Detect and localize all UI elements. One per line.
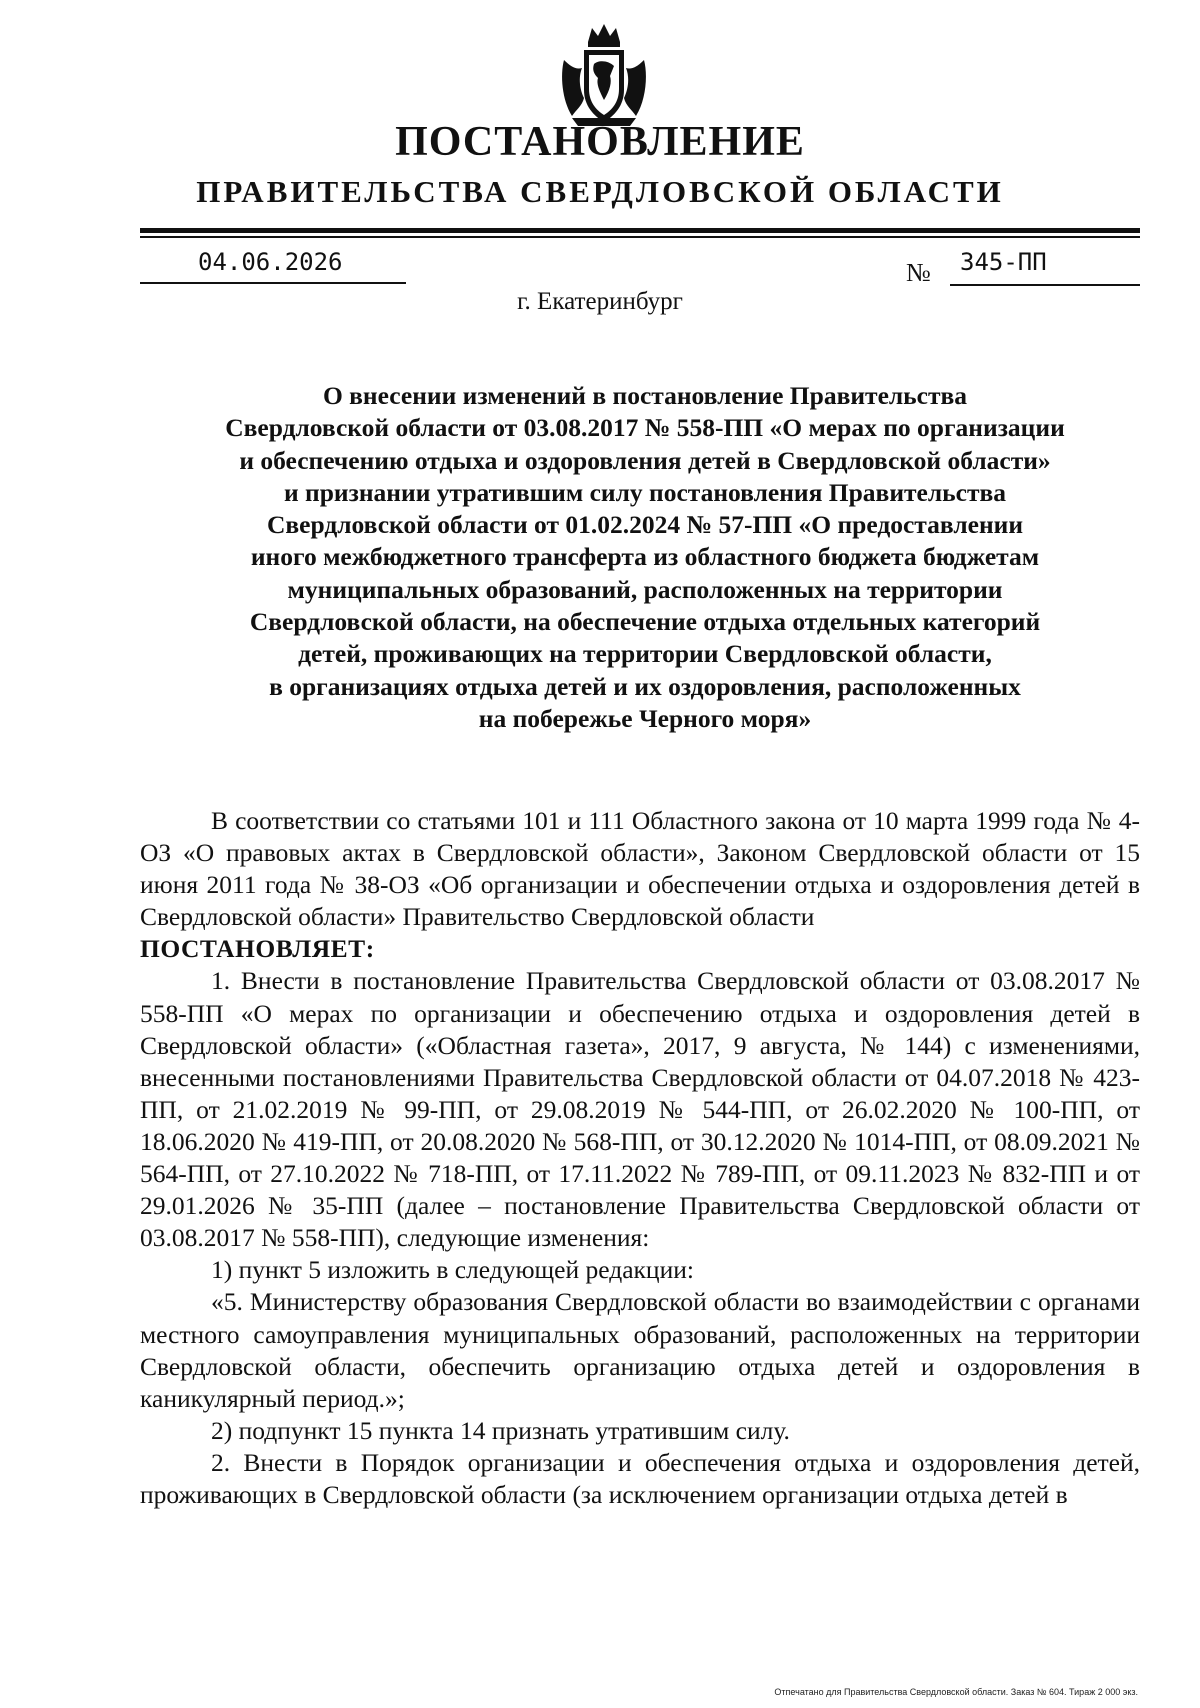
heading-line: на побережье Черного моря»	[478, 703, 812, 733]
document-date: 04.06.2026	[198, 248, 343, 276]
header-rule-thick	[140, 228, 1140, 233]
document-heading	[150, 380, 1140, 735]
quoted-clause-paragraph: «5. Министерству образования Свердловской области во взаимодействии с органами местного самоуправления муниципальных образований, расположенных на территории Свердловской области, обеспечить организацию отдыха детей и оздоровления в каникулярный период.»;	[140, 1287, 1140, 1413]
heading-line: Свердловской области от 01.02.2024 № 57-ПП «О предоставлении	[266, 510, 1024, 540]
heading-line: О внесении изменений в постановление Правительства	[322, 381, 968, 410]
heading-line: и признании утратившим силу постановления Правительства	[283, 477, 1007, 507]
document-number: 345-ПП	[960, 248, 1047, 276]
header-rule-thin	[140, 236, 1140, 238]
resolves-heading: ПОСТАНОВЛЯЕТ:	[140, 934, 375, 964]
coat-of-arms-icon	[558, 20, 650, 130]
heading-line: Свердловской области, на обеспечение отдыха отдельных категорий	[249, 607, 1041, 637]
heading-line: Свердловской области от 03.08.2017 № 558-ПП «О мерах по организации	[225, 413, 1065, 443]
heading-line: в организациях отдыха детей и их оздоровления, расположенных	[269, 671, 1021, 701]
subitem-1-paragraph: 1) пункт 5 изложить в следующей редакции:	[211, 1255, 694, 1285]
item-1-paragraph: 1. Внести в постановление Правительства Свердловской области от 03.08.2017 № 558-ПП «О мерах по организации и обеспечению отдыха и оздоровления детей в Свердловской области» («Областная газета», 2017, 9 августа, № 144) с изменениями, внесенными постановлениями Правительства Свердловской области от 04.07.2018 № 423-ПП, от 21.02.2019 № 99-ПП, от 29.08.2019 № 544-ПП, от 26.02.2020 № 100-ПП, от 18.06.2020 № 419-ПП, от 20.08.2020 № 568-ПП, от 30.12.2020 № 1014-ПП, от 08.09.2021 № 564-ПП, от 27.10.2022 № 718-ПП, от 17.11.2022 № 789-ПП, от 09.11.2023 № 832-ПП и от 29.01.2026 № 35-ПП (далее – постановление Правительства Свердловской области от 03.08.2017 № 558-ПП), следующие изменения:	[140, 966, 1140, 1253]
date-underline	[140, 282, 406, 284]
item-2-paragraph: 2. Внести в Порядок организации и обеспечения отдыха и оздоровления детей, проживающих в Свердловской области (за исключением организации отдыха детей в	[140, 1447, 1140, 1509]
heading-line: детей, проживающих на территории Свердловской области,	[298, 639, 992, 669]
heading-line: и обеспечению отдыха и оздоровления детей в Свердловской области»	[239, 445, 1051, 475]
number-sign: №	[906, 258, 931, 287]
preamble-paragraph: В соответствии со статьями 101 и 111 Областного закона от 10 марта 1999 года № 4-ОЗ «О правовых актах в Свердловской области», Законом Свердловской области от 15 июня 2011 года № 38-ОЗ «Об организации и обеспечении отдыха и оздоровления детей в Свердловской области» Правительство Свердловской области	[140, 806, 1140, 932]
city-line: г. Екатеринбург	[517, 288, 683, 315]
heading-line: муниципальных образований, расположенных на территории	[287, 574, 1003, 604]
issuer-title: ПРАВИТЕЛЬСТВА СВЕРДЛОВСКОЙ ОБЛАСТИ	[196, 174, 1004, 209]
print-footer: Отпечатано для Правительства Свердловской области. Заказ № 604. Тираж 2 000 экз.	[774, 1687, 1138, 1697]
number-underline	[950, 284, 1140, 286]
document-type-title: ПОСТАНОВЛЕНИЕ	[395, 119, 805, 165]
heading-line: иного межбюджетного трансферта из областного бюджета бюджетам	[250, 542, 1040, 572]
document-body	[140, 805, 1140, 1511]
subitem-2-paragraph: 2) подпункт 15 пункта 14 признать утратившим силу.	[211, 1415, 790, 1445]
